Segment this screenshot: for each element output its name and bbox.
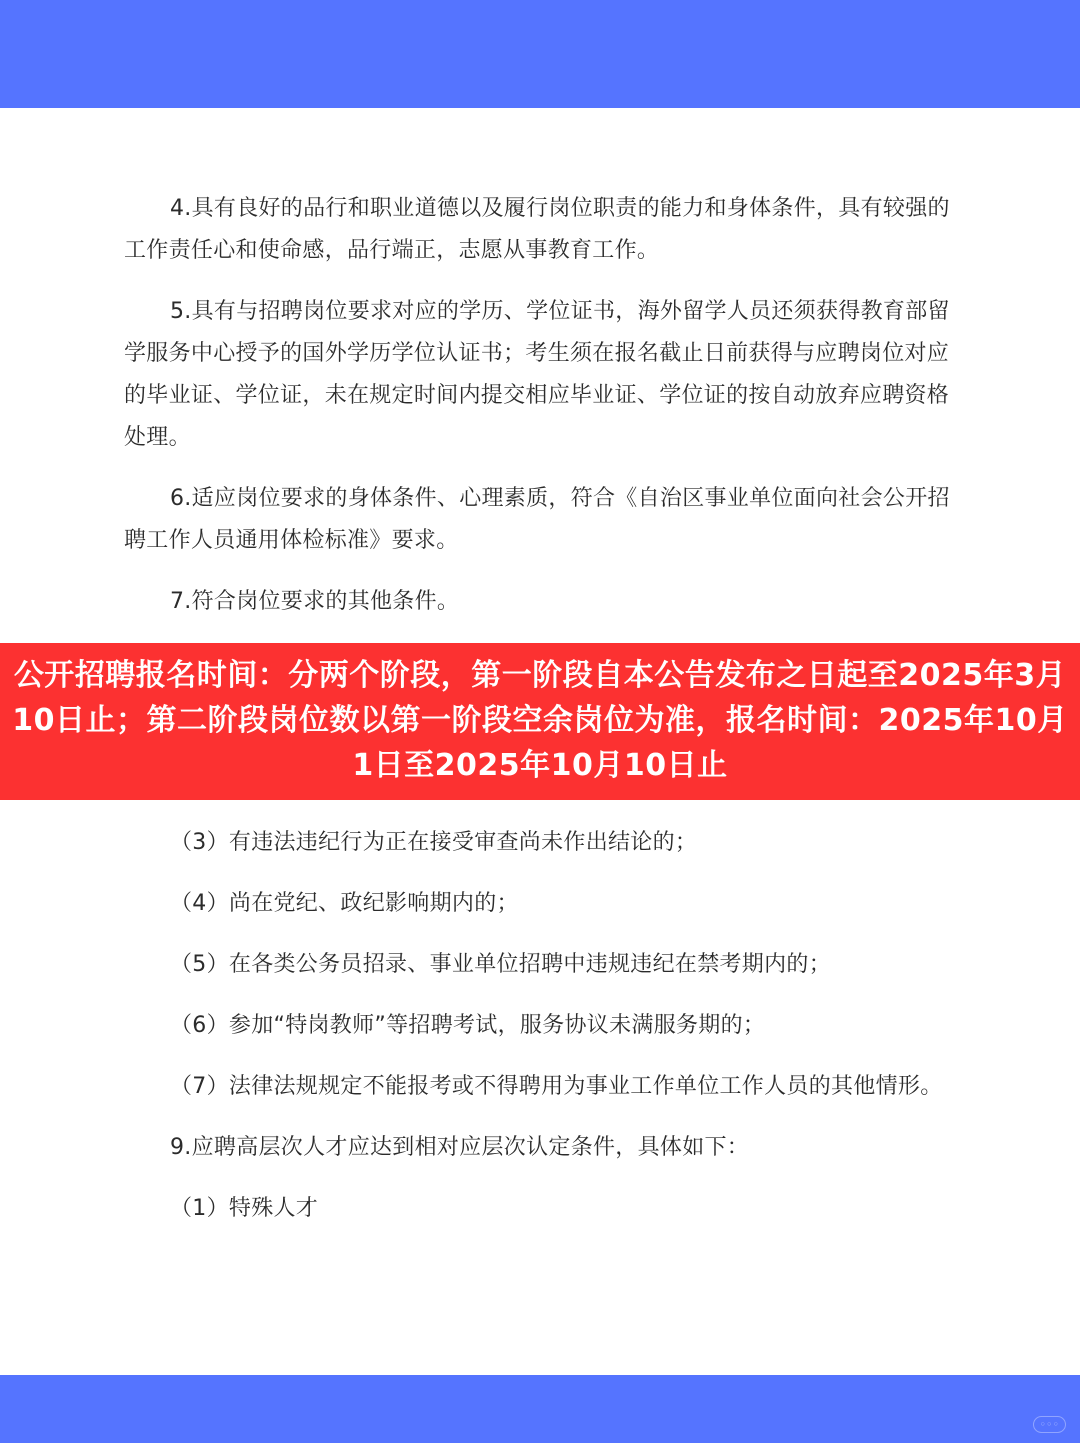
registration-time-banner: 公开招聘报名时间：分两个阶段，第一阶段自本公告发布之日起至2025年3月10日止；第二阶段岗位数以第一阶段空余岗位为准，报名时间：2025年10月1日至2025年10月10日止 <box>0 643 1080 800</box>
exclusion-item-7: （7）法律法规规定不能报考或不得聘用为事业工作单位工作人员的其他情形。 <box>170 1074 943 1099</box>
exclusion-item-6: （6）参加“特岗教师”等招聘考试，服务协议未满服务期的； <box>170 1013 766 1038</box>
exclusion-item-3: （3）有违法违纪行为正在接受审查尚未作出结论的； <box>170 830 698 855</box>
bottom-frame-bar <box>0 1375 1080 1443</box>
requirement-item-9: 9.应聘高层次人才应达到相对应层次认定条件，具体如下： <box>170 1135 750 1160</box>
watermark-icon: ◦◦◦ <box>1033 1416 1066 1433</box>
exclusion-item-5: （5）在各类公务员招录、事业单位招聘中违规违纪在禁考期内的； <box>170 952 831 977</box>
requirement-item-4: 4.具有良好的品行和职业道德以及履行岗位职责的能力和身体条件，具有较强的工作责任心和使命感，品行端正，志愿从事教育工作。 <box>124 196 950 263</box>
top-frame-bar <box>0 0 1080 108</box>
talent-category-1: （1）特殊人才 <box>170 1196 319 1221</box>
document-upper-section <box>124 188 964 623</box>
exclusion-item-4: （4）尚在党纪、政纪影响期内的； <box>170 891 519 916</box>
document-lower-section <box>124 822 964 1230</box>
requirement-item-7: 7.符合岗位要求的其他条件。 <box>170 589 460 614</box>
requirement-item-6: 6.适应岗位要求的身体条件、心理素质，符合《自治区事业单位面向社会公开招聘工作人员通用体检标准》要求。 <box>124 486 950 553</box>
requirement-item-5: 5.具有与招聘岗位要求对应的学历、学位证书，海外留学人员还须获得教育部留学服务中心授予的国外学历学位认证书；考生须在报名截止日前获得与应聘岗位对应的毕业证、学位证，未在规定时间内提交相应毕业证、学位证的按自动放弃应聘资格处理。 <box>124 299 950 450</box>
